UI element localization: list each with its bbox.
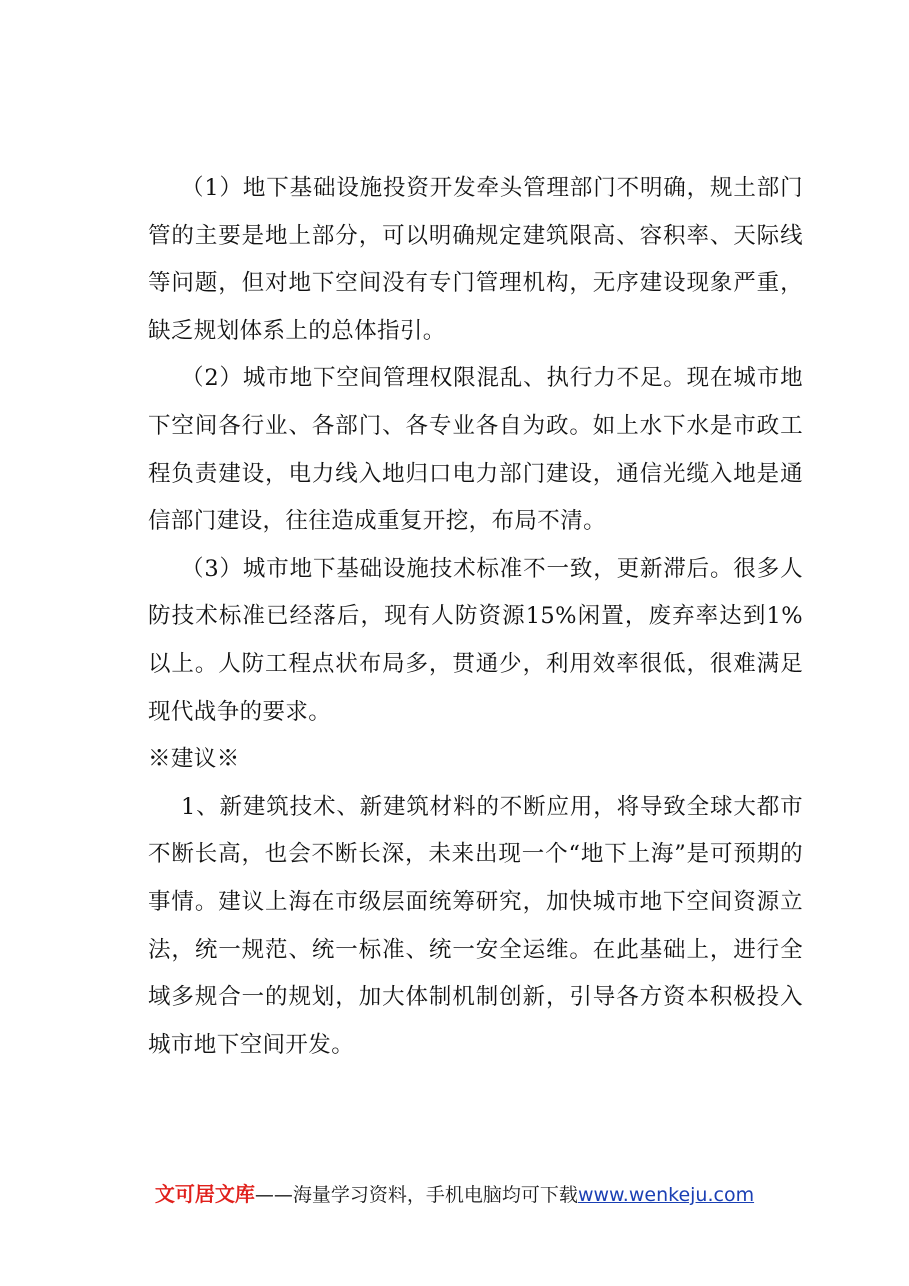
paragraph-1: （1）地下基础设施投资开发牵头管理部门不明确，规土部门管的主要是地上部分，可以明确规定建筑限高、容积率、天际线等问题，但对地下空间没有专门管理机构，无序建设现象严重，缺乏规划体系上的总体指引。: [148, 175, 803, 344]
footer-url-link[interactable]: www.wenkeju.com: [577, 1184, 755, 1206]
footer-banner: [0, 1178, 909, 1207]
suggestion-1: 1、新建筑技术、新建筑材料的不断应用，将导致全球大都市不断长高，也会不断长深，未来出现一个“地下上海”是可预期的事情。建议上海在市级层面统筹研究，加快城市地下空间资源立法，统一规范、统一标准、统一安全运维。在此基础上，进行全域多规合一的规划，加大体制机制创新，引导各方资本积极投入城市地下空间开发。: [148, 793, 803, 1058]
section-heading: ※建议※: [148, 746, 240, 773]
footer-brand: 文可居文库: [154, 1182, 255, 1206]
paragraph-3: （3）城市地下基础设施技术标准不一致，更新滞后。很多人防技术标准已经落后，现有人防资源15%闲置，废弃率达到1%以上。人防工程点状布局多，贯通少，利用效率很低，很难满足现代战争的要求。: [148, 555, 803, 725]
paragraph-2: （2）城市地下空间管理权限混乱、执行力不足。现在城市地下空间各行业、各部门、各专业各自为政。如上水下水是市政工程负责建设，电力线入地归口电力部门建设，通信光缆入地是通信部门建设，往往造成重复开挖，布局不清。: [148, 365, 803, 535]
footer-slogan: ——海量学习资料，手机电脑均可下载: [254, 1184, 578, 1206]
document-body: [148, 165, 803, 1069]
